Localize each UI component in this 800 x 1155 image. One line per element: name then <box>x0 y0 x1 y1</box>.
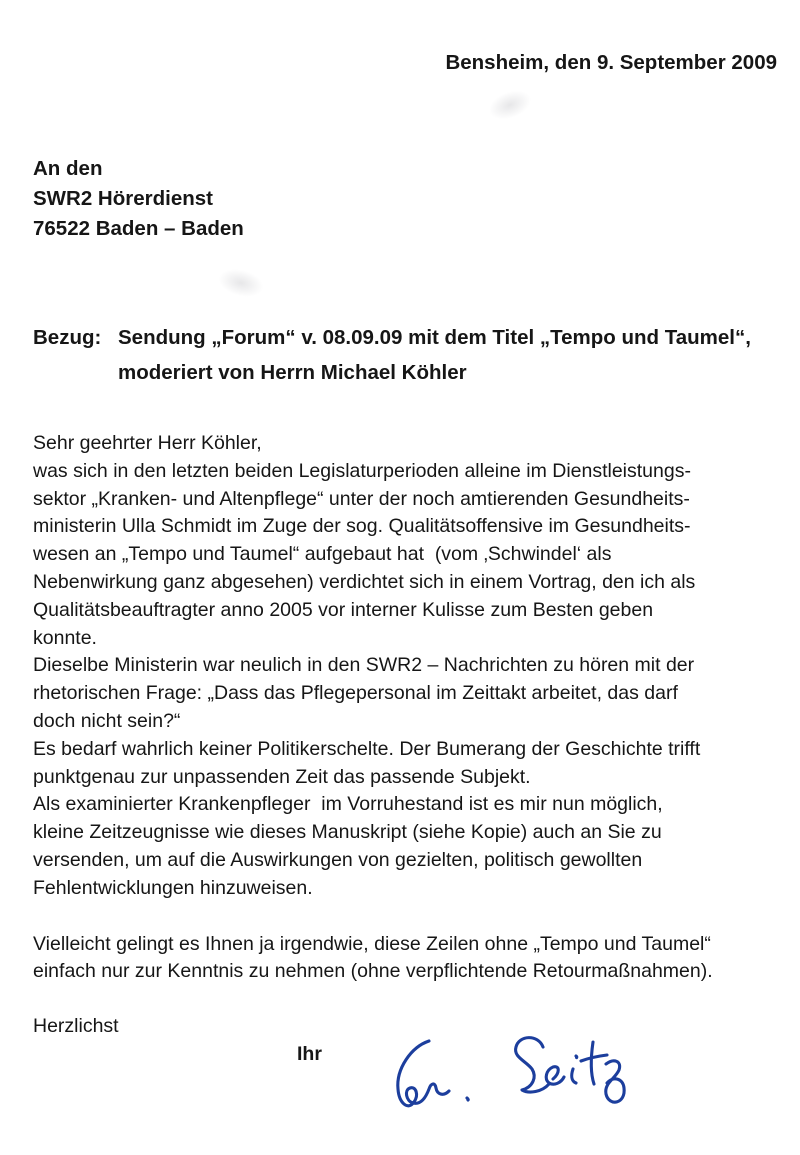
body-line: Qualitätsbeauftragter anno 2005 vor interner Kulisse zum Besten geben <box>33 598 654 621</box>
subject-label: Bezug: <box>33 326 102 349</box>
scan-smudge <box>485 85 535 124</box>
body-line: punktgenau zur unpassenden Zeit das passende Subjekt. <box>33 765 531 788</box>
recipient-address-line: 76522 Baden – Baden <box>33 217 244 240</box>
body-paragraph-2 <box>33 931 777 987</box>
body-paragraph-1 <box>33 430 777 903</box>
body-line: versenden, um auf die Auswirkungen von gezielten, politisch gewollten <box>33 848 643 871</box>
body-line: rhetorischen Frage: „Dass das Pflegepersonal im Zeittakt arbeitet, das darf <box>33 682 678 705</box>
body-line: Fehlentwicklungen hinzuweisen. <box>33 876 313 899</box>
dateline: Bensheim, den 9. September 2009 <box>445 51 777 74</box>
body-line: kleine Zeitzeugnisse wie dieses Manuskript (siehe Kopie) auch an Sie zu <box>33 821 662 844</box>
body-line: konnte. <box>33 626 97 649</box>
letter-body <box>33 430 777 986</box>
body-line: Dieselbe Ministerin war neulich in den SWR2 – Nachrichten zu hören mit der <box>33 654 695 677</box>
body-line: ministerin Ulla Schmidt im Zuge der sog. Qualitätsoffensive im Gesundheits- <box>33 515 691 538</box>
subject-text-line: moderiert von Herrn Michael Köhler <box>118 361 467 384</box>
signature-row <box>33 1043 777 1155</box>
body-line: einfach nur zur Kenntnis zu nehmen (ohne verpflichtende Retourmaßnahmen). <box>33 960 713 983</box>
body-line: sektor „Kranken- und Altenpflege“ unter der noch amtierenden Gesundheits- <box>33 487 690 510</box>
subject-text-line: Sendung „Forum“ v. 08.09.09 mit dem Titel „Tempo und Taumel“, <box>118 326 751 349</box>
body-line: wesen an „Tempo und Taumel“ aufgebaut hat (vom ‚Schwindel‘ als <box>33 543 612 566</box>
body-line: was sich in den letzten beiden Legislaturperioden alleine im Dienstleistungs- <box>33 459 691 482</box>
body-line: Als examinierter Krankenpfleger im Vorruhestand ist es mir nun möglich, <box>33 793 663 816</box>
body-line: Sehr geehrter Herr Köhler, <box>33 432 262 454</box>
subject-text <box>118 320 751 390</box>
scan-smudge <box>215 264 266 301</box>
body-line: doch nicht sein?“ <box>33 709 181 732</box>
subject-block <box>33 320 777 390</box>
handwritten-signature <box>383 1027 643 1135</box>
signature-ink <box>398 1038 624 1106</box>
body-line: Es bedarf wahrlich keiner Politikerschelte. Der Bumerang der Geschichte trifft <box>33 737 701 760</box>
body-line: Nebenwirkung ganz abgesehen) verdichtet sich in einem Vortrag, den ich als <box>33 570 696 593</box>
recipient-address-line: An den <box>33 157 103 180</box>
body-line: Vielleicht gelingt es Ihnen ja irgendwie, diese Zeilen ohne „Tempo und Taumel“ <box>33 932 711 955</box>
recipient-address <box>33 154 777 244</box>
recipient-address-line: SWR2 Hörerdienst <box>33 187 213 210</box>
signature-prefix: Ihr <box>297 1042 322 1065</box>
closing-salutation: Herzlichst <box>33 1015 119 1038</box>
